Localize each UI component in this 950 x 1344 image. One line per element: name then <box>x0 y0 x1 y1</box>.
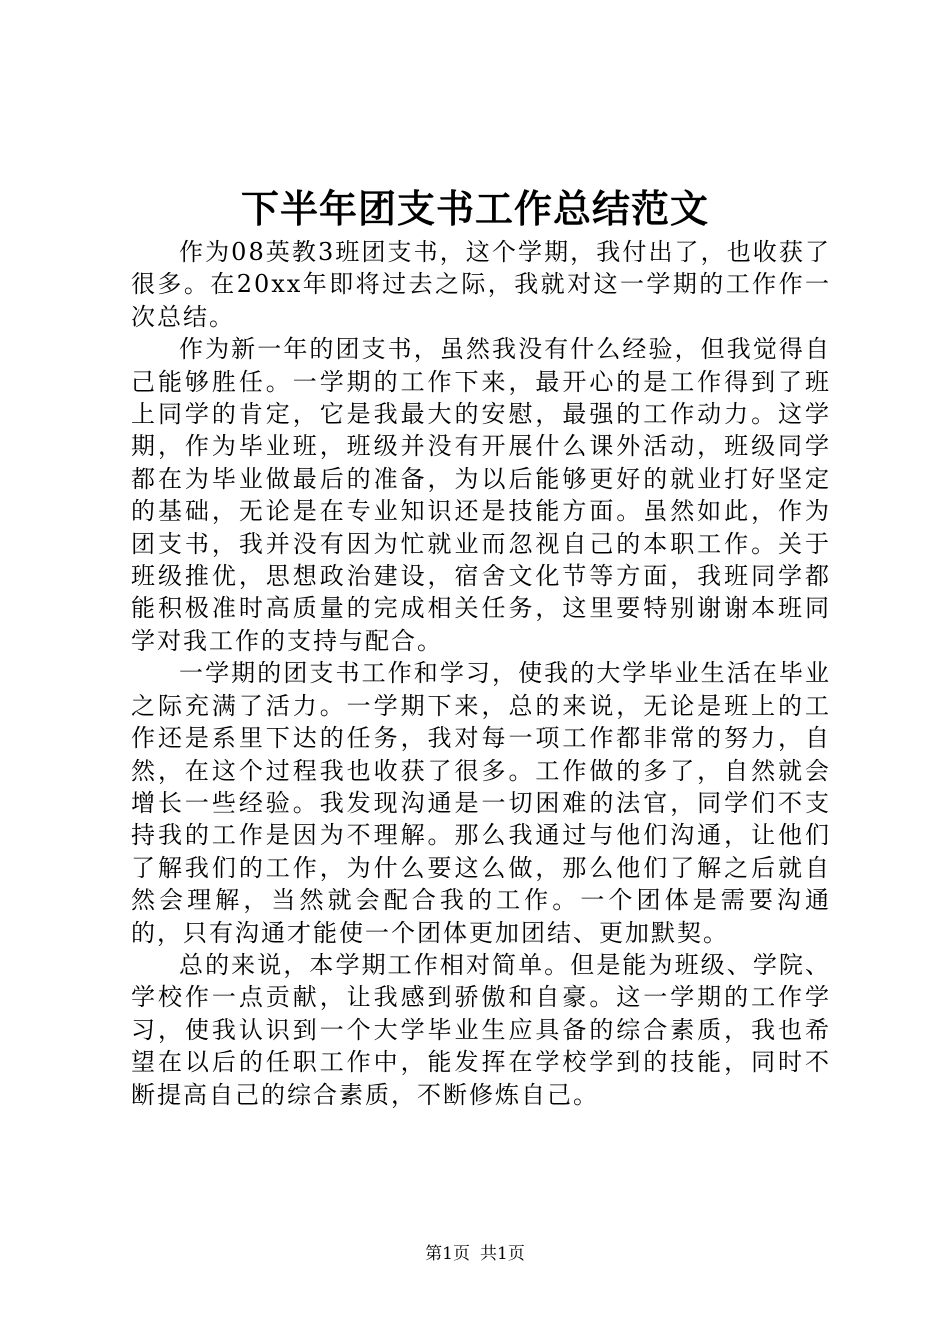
paragraph-4: 总的来说，本学期工作相对简单。但是能为班级、学院、学校作一点贡献，让我感到骄傲和自豪。这一学期的工作学习，使我认识到一个大学毕业生应具备的综合素质，我也希望在以后的任职工作中，能发挥在学校学到的技能，同时不断提高自己的综合素质，不断修炼自己。 <box>131 950 831 1109</box>
paragraph-2: 作为新一年的团支书，虽然我没有什么经验，但我觉得自己能够胜任。一学期的工作下来，最开心的是工作得到了班上同学的肯定，它是我最大的安慰，最强的工作动力。这学期，作为毕业班，班级并没有开展什么课外活动，班级同学都在为毕业做最后的准备，为以后能够更好的就业打好坚定的基础，无论是在专业知识还是技能方面。虽然如此，作为团支书，我并没有因为忙就业而忽视自己的本职工作。关于班级推优，思想政治建设，宿舍文化节等方面，我班同学都能积极准时高质量的完成相关任务，这里要特别谢谢本班同学对我工作的支持与配合。 <box>131 335 831 655</box>
page-footer <box>0 1242 950 1266</box>
document-title: 下半年团支书工作总结范文 <box>240 186 709 231</box>
paragraph-3: 一学期的团支书工作和学习，使我的大学毕业生活在毕业之际充满了活力。一学期下来，总的来说，无论是班上的工作还是系里下达的任务，我对每一项工作都非常的努力，自然，在这个过程我也收获了很多。工作做的多了，自然就会增长一些经验。我发现沟通是一切困难的法官，同学们不支持我的工作是因为不理解。那么我通过与他们沟通，让他们了解我们的工作，为什么要这么做，那么他们了解之后就自然会理解，当然就会配合我的工作。一个团体是需要沟通的，只有沟通才能使一个团体更加团结、更加默契。 <box>131 659 831 947</box>
page-total: 共1页 <box>480 1244 525 1264</box>
paragraph-1: 作为08英教3班团支书，这个学期，我付出了，也收获了很多。在20xx年即将过去之际，我就对这一学期的工作作一次总结。 <box>131 238 831 331</box>
document-body <box>131 236 831 1111</box>
page-number: 第1页 <box>425 1244 470 1264</box>
